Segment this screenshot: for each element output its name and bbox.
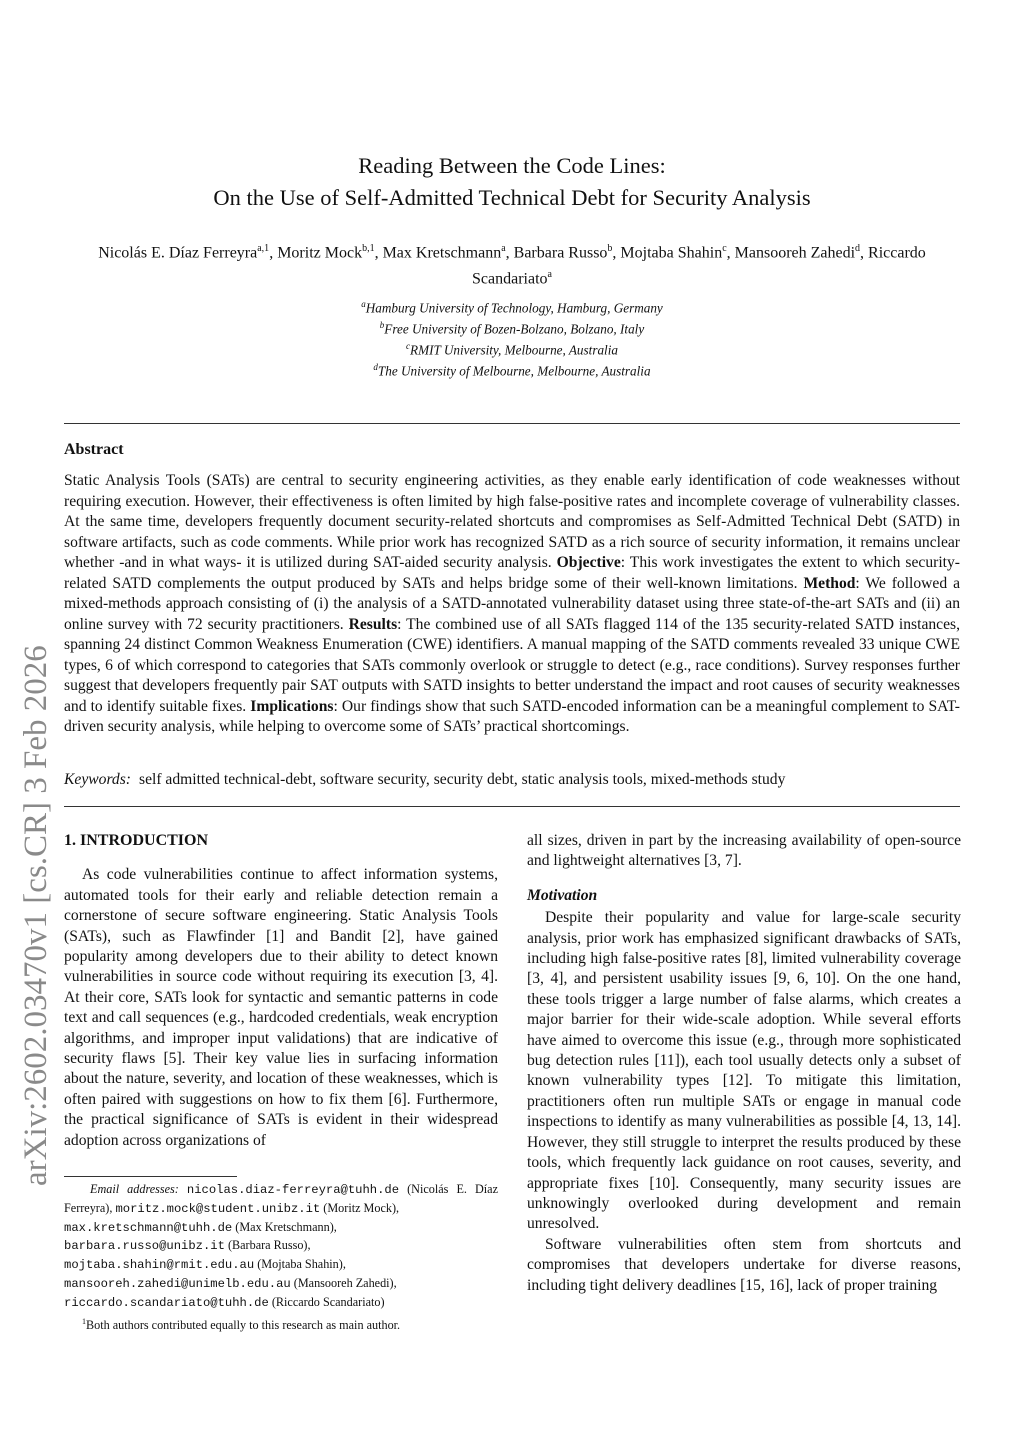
affiliation <box>0 338 1024 359</box>
keywords-label: Keywords: <box>64 771 131 788</box>
email-owner: (Moritz Mock), <box>323 1200 400 1215</box>
email-address[interactable]: mansooreh.zahedi@unimelb.edu.au <box>64 1276 291 1291</box>
affiliation-text: The University of Melbourne, Melbourne, Australia <box>377 363 651 379</box>
affiliation-text: RMIT University, Melbourne, Australia <box>410 342 618 358</box>
abstract-text: Static Analysis Tools (SATs) are central to security engineering activities, as they enable early identification of code weaknesses without requiring execution. However, their effectiveness is often limited by high false-positive rates and incomplete coverage of vulnerability classes. At the same time, developers frequently document security-related shortcuts and compromises as Self-Admitted Technical Debt (SATD) in software artifacts, such as code comments. While prior work has recognized SATD as a rich source of security information, it remains unclear whether -and in what ways- it is utilized during SAT-aided security analysis. <box>64 472 960 571</box>
affiliation-mark: c <box>406 340 411 351</box>
author-name: Max Kretschmann <box>382 244 502 262</box>
motivation-paragraph-2: Software vulnerabilities often stem from shortcuts and compromises that developers undertake for diverse reasons, including tight delivery deadlines [15, 16], lack of proper training <box>527 1235 961 1294</box>
affiliation <box>0 296 1024 317</box>
title-line-2: On the Use of Self-Admitted Technical Debt for Security Analysis <box>213 185 811 210</box>
arxiv-identifier: arXiv:2602.03470v1 [cs.CR] 3 Feb 2026 <box>18 645 54 1186</box>
results-text: : The combined use of all SATs flagged 114 of the 135 security-related SATD instances, spanning 24 distinct Common Weakness Enumeration (CWE) identifiers. A manual mapping of the SATD comments revealed 33 unique CWE types, 6 of which correspond to categories that SATs commonly overlook or struggle to detect (e.g., race conditions). Survey responses further suggest that developers frequently pair SAT outputs with SATD insights to better understand the impact and root causes of security weaknesses and to identify suitable fixes. <box>64 615 960 715</box>
abstract-heading: Abstract <box>64 441 124 458</box>
author-name: Nicolás E. Díaz Ferreyra <box>98 244 258 262</box>
implications-text: : Our findings show that such SATD-encoded information can be a meaningful complement to SAT-driven security analysis, while helping to overcome some of SATs’ practical shortcomings. <box>64 697 960 735</box>
motivation-heading: Motivation <box>527 886 598 904</box>
author-mark: b <box>607 243 613 254</box>
affiliation <box>0 359 1024 380</box>
email-address[interactable]: riccardo.scandariato@tuhh.de <box>64 1295 269 1310</box>
email-owner: (Mansooreh Zahedi), <box>293 1275 397 1290</box>
implications-label: Implications <box>250 697 334 715</box>
keywords-text: self admitted technical-debt, software security, security debt, static analysis tools, mixed-methods study <box>139 771 786 788</box>
author-mark: a,1 <box>257 243 270 254</box>
footnote-mark: 1 <box>82 1316 86 1326</box>
author-mark: b,1 <box>362 243 375 254</box>
author-name: Moritz Mock <box>277 244 363 262</box>
method-text: : We followed a mixed-methods approach consisting of (i) the analysis of a SATD-annotated vulnerability dataset using three state-of-the-art SATs and (ii) an online survey with 72 security practitioners. <box>64 574 960 633</box>
author-mark: c <box>722 243 727 254</box>
left-column <box>64 831 498 1151</box>
author-name: Riccardo Scandariato <box>472 244 926 288</box>
keywords <box>64 771 960 789</box>
author-name: Mansooreh Zahedi <box>734 244 856 262</box>
affiliation-mark: b <box>379 319 385 330</box>
abstract-top-rule <box>64 423 960 424</box>
footnote-1 <box>82 1313 498 1335</box>
email-address[interactable]: mojtaba.shahin@rmit.edu.au <box>64 1258 255 1273</box>
abstract-bottom-rule <box>64 806 960 807</box>
introduction-heading: 1. INTRODUCTION <box>64 832 209 849</box>
author-mark: a <box>501 243 506 254</box>
objective-text: : This work investigates the extent to which security-related SATD complements the output produced by SATs and helps bridge some of their well-known limitations. <box>64 554 960 592</box>
footnote-text: Both authors contributed equally to this research as main author. <box>86 1317 401 1332</box>
email-owner: (Nicolás E. Díaz Ferreyra), <box>64 1182 498 1215</box>
email-address[interactable]: barbara.russo@unibz.it <box>64 1239 225 1254</box>
footnote-rule <box>64 1176 237 1177</box>
introduction-paragraph-1-continued: all sizes, driven in part by the increasing availability of open-source and lightweight alternatives [3, 7]. <box>527 832 961 870</box>
results-label: Results <box>348 615 398 633</box>
email-owner: (Barbara Russo), <box>227 1238 311 1253</box>
author-name: Mojtaba Shahin <box>620 244 723 262</box>
abstract-body <box>64 471 960 738</box>
email-owner: (Riccardo Scandariato) <box>271 1294 385 1309</box>
footnotes <box>64 1181 498 1334</box>
affiliation-text: Hamburg University of Technology, Hamburg, Germany <box>365 300 663 316</box>
introduction-paragraph-1: As code vulnerabilities continue to affect information systems, automated tools for their early and reliable detection remain a cornerstone of secure software engineering. Static Analysis Tools (SATs), such as Flawfinder [1] and Bandit [2], have gained popularity among developers due to their ability to detect known vulnerabilities in source code without requiring its execution [3, 4]. At their core, SATs look for syntactic and semantic patterns in code text and call sequences (e.g., hardcoded credentials, weak encryption algorithms, and improper input validations) that are indicative of security flaws [5]. Their key value lies in surfacing information about the nature, severity, and location of these weaknesses, which is often paired with suggestions on how to fix them [6]. Furthermore, the practical significance of SATs is evident in their widespread adoption across organizations of <box>64 866 498 1149</box>
author-mark: a <box>547 269 552 281</box>
affiliation-list <box>0 296 1024 380</box>
author-list: Nicolás E. Díaz Ferreyra$^{a,1}$, Moritz Mock$^{b,1}$, Max Kretschmann$^a$, Barbara Russo$^b$, Mojtaba Shahin$^c$, Mansooreh Zahedi$^d$, Riccardo Scandariato$^a$ <box>98 243 926 288</box>
affiliation <box>0 317 1024 338</box>
title-line-1: Reading Between the Code Lines: <box>358 153 666 178</box>
email-owner: (Mojtaba Shahin), <box>257 1257 346 1272</box>
affiliation-mark: a <box>361 299 366 309</box>
affiliation-text: Free University of Bozen-Bolzano, Bolzano, Italy <box>384 321 645 337</box>
email-label: Email addresses: <box>90 1182 179 1196</box>
right-column <box>527 831 961 1296</box>
email-address[interactable]: moritz.mock@student.unibz.it <box>115 1201 321 1216</box>
author-name: Barbara Russo <box>513 244 608 262</box>
motivation-paragraph: Despite their popularity and value for large-scale security analysis, prior work has emphasized significant drawbacks of SATs, including high false-positive rates [8], limited vulnerability coverage [3, 4], and persistent usability issues [9, 6, 10]. On the one hand, these tools trigger a large number of false alarms, which creates a major barrier for their wide-scale adoption. While several efforts have aimed to overcome this issue (e.g., through more sophisticated bug detection rules [11]), each tool usually detects only a subset of known vulnerability types [12]. To mitigate this limitation, practitioners often run multiple SATs or engage in manual code inspections to identify as many vulnerabilities as possible [4, 13, 14]. However, they still struggle to interpret the results produced by these tools, which frequently lack guidance on root causes, severity, and appropriate fixes [10]. Consequently, many security issues are unknowingly overlooked during development and remain unresolved. <box>527 909 961 1233</box>
method-label: Method <box>803 574 856 592</box>
email-owner: (Max Kretschmann), <box>235 1219 337 1234</box>
email-address[interactable]: max.kretschmann@tuhh.de <box>64 1220 233 1235</box>
affiliation-mark: d <box>373 361 378 372</box>
email-address[interactable]: nicolas.diaz-ferreyra@tuhh.de <box>186 1183 400 1197</box>
author-mark: d <box>855 243 861 254</box>
objective-label: Objective <box>556 554 621 571</box>
email-addresses <box>64 1181 498 1313</box>
paper-title <box>0 150 1024 214</box>
